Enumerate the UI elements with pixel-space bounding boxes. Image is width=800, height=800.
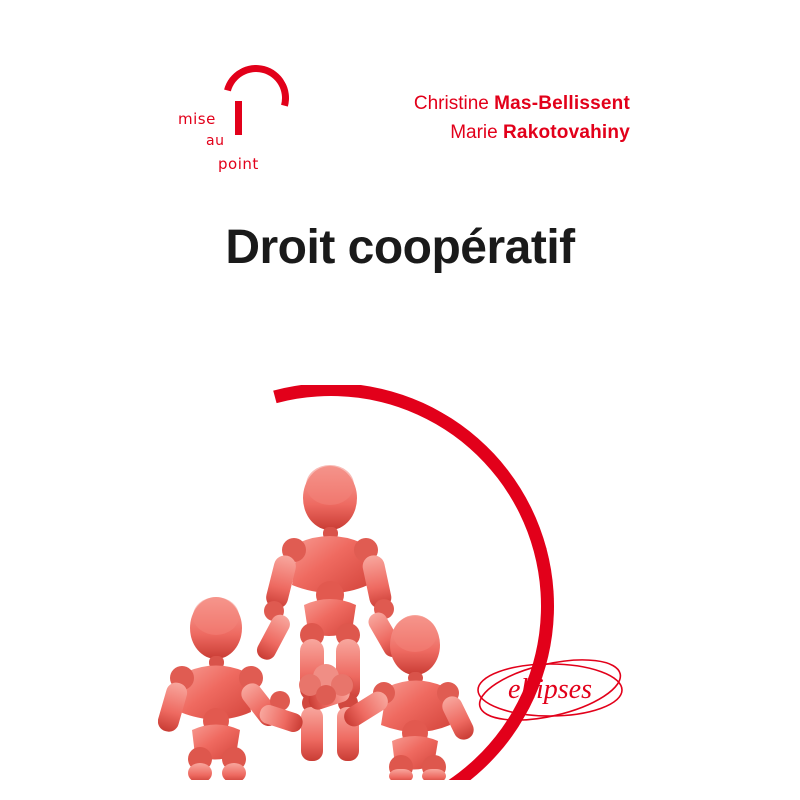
- author-first-name: Marie: [450, 121, 503, 143]
- publisher-logo: [470, 650, 630, 730]
- logo-tail-icon: [235, 101, 242, 135]
- publisher-name: ellipses: [508, 674, 592, 705]
- author-last-name: Mas-Bellissent: [494, 93, 630, 114]
- ellipses-logo-icon: [470, 650, 630, 730]
- author-name: [330, 119, 630, 148]
- collection-label-line2: au: [206, 133, 225, 149]
- author-last-name: Rakotovahiny: [503, 121, 630, 143]
- collection-label-line3: point: [218, 155, 259, 173]
- logo-arc-icon: [211, 53, 301, 143]
- author-name: [330, 90, 630, 119]
- book-title: Droit coopératif: [225, 221, 575, 274]
- author-first-name: Christine: [413, 93, 495, 114]
- collection-label-line1: mise: [178, 110, 216, 128]
- book-cover: [150, 20, 650, 780]
- collection-logo: [178, 65, 303, 175]
- author-list: [330, 90, 630, 147]
